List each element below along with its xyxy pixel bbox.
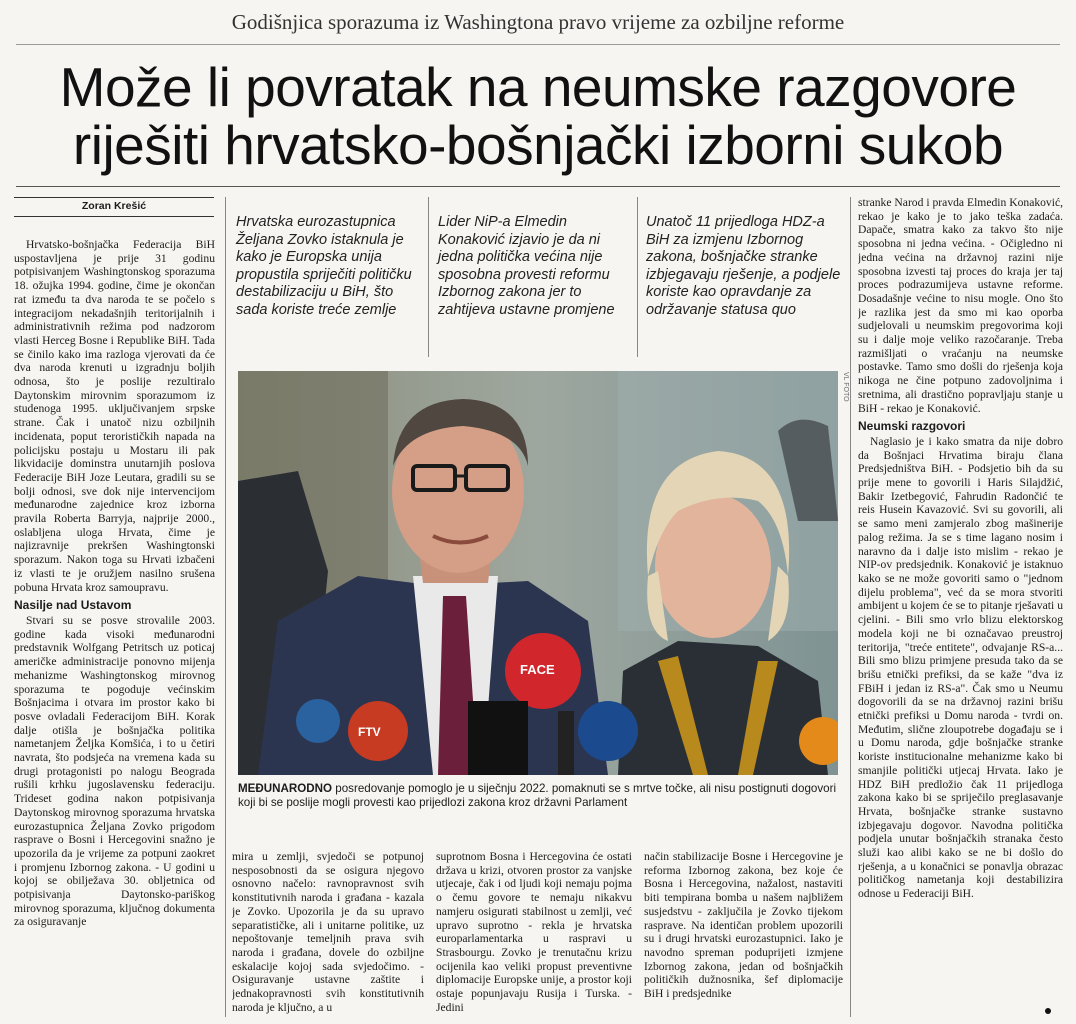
- pull-quote-konakovic: Lider NiP-a Elmedin Konaković izjavio je da ni jedna politička većina nije sposobna provesti reformu Izbornog zakona jer to zahtijeva ustavne promjene: [438, 214, 615, 318]
- column-separator-3: [637, 197, 638, 357]
- headline-line-1: Može li povratak na neumske razgovore: [59, 56, 1017, 118]
- kicker: Godišnjica sporazuma iz Washingtona pravo vrijeme za ozbiljne reforme: [231, 10, 845, 34]
- caption-text: posredovanje pomoglo je u siječnju 2022. pomaknuti se s mrtve točke, ali nisu postignuti dogovori koji bi se poslije mogli provesti kao prijedlozi zakona kroz državni Parlament: [238, 782, 837, 809]
- column-1-paragraph-2: Stvari su se posve strovalile 2003. godine kada visoki međunarodni predstavnik Wolfgang Petritsch uz poticaj američke administracije ponovno mijenja mehanizme Washingtonskog mirovnog sporazuma te pogoduje većinskim Bošnjacima i otvara im prostor kako bi posve ovladali Federacijom BiH. Korak dalje otišla je bošnjačka politika nametanjem Željka Komšića, i to u četiri navrata, što podsjeća na vremena kada su drugi protagonisti po nalogu Beograda rušili krhku jugoslavensku federaciju. Trideset godina nakon potpisivanja Daytonskog mirovnog sporazuma hrvatska eurozastupnica Željana Zovko prigodom rasprave o Bosni i Hercegovini snažno je upozorila da je vrijeme za potpuni zaokret i promjenu Izbornog zakona. - U godini u kojoj se obilježava 30. obljetnica od potpisivanja Daytonsko-pariškog mirovnog sporazuma, ključnog dokumenta za osiguravanje: [14, 613, 215, 929]
- column-4-bottom: način stabilizacije Bosne i Hercegovine je reforma Izbornog zakona, bez koje će Bosna i Hercegovina, nažalost, nastaviti biti tempirana bomba u našem najbližem susjedstvu - zaključila je Zovko tijekom rasprave. Na identičan problem upozorili su i drugi hrvatski eurozastupnici. Iako je navodno spreman poduprijeti izmjene Izbornog zakona, jedan od bošnjačkih političkih dužnosnika, šef diplomacije BiH i predsjednike: [644, 850, 843, 1001]
- author-byline: Zoran Krešić: [81, 200, 147, 212]
- column-1: [14, 238, 215, 1018]
- author-rule-bottom: [14, 216, 214, 217]
- column-5-paragraph-1: stranke Narod i pravda Elmedin Konaković, rekao je kako je to jako teška zadaća. Dapače, smatra kako za takvo što nije sposobna ni jedna većina. - Očigledno ni jedna većina na državnoj razini nije sposobna izvesti taj proces do kraja jer taj proces podrazumijeva ustavne reforme. Dosadašnje većine to nisu mogle. Ono što je razlika jest da smo mi kao oporba sudjelovali u neumskim pregovorima koji su i dalje moje veliko razočaranje. Treba razmišljati o vraćanju na neumske postavke. Tamo smo došli do rješenja koja nikoga ne čine potpuno zadovoljnima i sretnima, ali drastično popravljaju stanje u BiH - rekao je Konaković.: [858, 196, 1063, 415]
- pull-quote-zovko: Hrvatska eurozastupnica Željana Zovko istaknula je kako je Europska unija propustila spriječiti političku destabilizaciju u BiH, što sada koriste treće zemlje: [236, 214, 412, 318]
- column-separator-4: [850, 197, 851, 1017]
- column-separator-2: [428, 197, 429, 357]
- pull-quote-hdz: Unatoč 11 prijedloga HDZ-a BiH za izmjenu Izbornog zakona, bošnjačke stranke izbjegavaju rješenje, a podjele koriste kao opravdanje za održavanje statusa quo: [646, 214, 841, 318]
- author-rule-top: [14, 197, 214, 198]
- headline-rule: [16, 186, 1060, 187]
- headline-line-2: riješiti hrvatsko-bošnjački izborni sukob: [72, 114, 1004, 176]
- subheading-nasilje: Nasilje nad Ustavom: [14, 598, 132, 613]
- photo-credit: VL FOTO: [842, 372, 849, 402]
- end-mark: [1045, 1008, 1051, 1014]
- header-rule: [16, 44, 1060, 45]
- mic-label-1: FTV: [358, 725, 381, 739]
- column-3-bottom: suprotnom Bosna i Hercegovina će ostati država u krizi, otvoren prostor za vanjske utjecaje, čak i od ljudi koji nemaju pojma o čemu govore te nemaju nikakvu namjeru osigurati stabilnost u zemlji, već upravo suprotno - rekla je hrvatska europarlamentarka u raspravi u Strasbourgu. Zovko je trenutačnu krizu ocijenila kao veliki propust preventivne diplomacije Europske unije, a prostor koji ostaje popunjavaju Rusija i Turska. - Jedini: [436, 850, 632, 1014]
- photo-caption: [238, 782, 838, 810]
- column-2-bottom: mira u zemlji, svjedoči se potpunoj nesposobnosti da se osigura njegovo osnovno načelo: ravnopravnost svih konstitutivnih naroda i građana - kazala je Zovko. Upozorila je da su upravo separatističke, ali i unitarne politike, uz nepoštovanje temeljnih prava svih naroda i građana, dovele do ozbiljne eskalacije kojoj sada svjedočimo. - Osiguravanje ustavne zaštite i jednakopravnosti svih konstitutivnih naroda je ključno, a u: [232, 850, 424, 1014]
- column-separator-1: [225, 197, 226, 1017]
- column-1-paragraph-1: Hrvatsko-bošnjačka Federacija BiH uspostavljena je prije 31 godinu potpisivanjem Washingtonskog sporazuma 18. ožujka 1994. godine, čime je okončan rat između ta dva naroda te se počelo s integracijom nekadašnjih teritorijalnih i administrativnih režima pod nadzorom vlasti Herceg Bosne i Republike BiH. Tada se činilo kako ima razloga vjerovati da će dva naroda krenuti u izgradnju boljih odnosa, što je poslije rezultiralo Daytonskim mirovnim sporazumom iz studenoga 1995. uključivanjem srpske strane. Čak i unatoč nizu ozbiljnih incidenata, poput terorističkih napada na policijsku postaju u Mostaru ili pak likvidacije dominstra unutarnjih poslova Federacije BiH Joze Leutara, gradili su se bolji odnosi, sve dok nije intervencijom međunarodne zajednice kroz izborna pravila Roberta Barryja, najprije 2000., oslabljena uloga Hrvata, čime je najizravnije prekršen Washingtonski sporazum. Nakon toga su Hrvati izbačeni iz vlasti te je oružjem nasilno srušena pobuna Hrvata kroz samoupravu.: [14, 238, 215, 594]
- caption-lead: MEĐUNARODNO: [238, 782, 333, 795]
- subheading-neumski: Neumski razgovori: [858, 419, 966, 434]
- mic-label-2: FACE: [520, 662, 555, 677]
- column-5: [858, 196, 1063, 1006]
- column-5-paragraph-2: Naglasio je i kako smatra da nije dobro da Bošnjaci Hrvatima biraju člana Predsjedništva BiH. - Podsjetio bih da su prije mene to govorili i Haris Silajdžić, Bakir Izetbegović, Fahrudin Radončić te reis Husein Kavazović. Svi su govorili, ali se samo meni zamjeralo zbog mašinerije palog režima. Ja se s time lagano nosim i naravno da i dalje isto mislim - rekao je NIP-ov predsjednik. Konaković je istaknuo kako se ne može govoriti samo o "jednom dijelu problema", već da se mora stvoriti ambijent u kojem će se to pitanje rješavati u cjelini. - Bili smo vrlo blizu elektorskog modela koji ne bi označavao preustroj teritorija, "treće entitete", odvajanje RS-a... Bili smo blizu primjene presuda tako da se brišu etnički prefiksi, da se kaže "dva iz FBiH i jedan iz RS-a". Čak smo u Neumu dogovorili da se na državnoj razini brišu etnički prefiksi u Domu naroda - tvrdi on. Međutim, slične zloupotrebe događaju se i u Domu naroda, gdje bošnjačke stranke koriste institucionalne mehanizme kako bi smanjile politički utjecaj Hrvata. Iako je HDZ BiH predložio čak 11 prijedloga zakona kako bi se spriječilo preglasavanje Hrvata, bošnjačke stranke sustavno izbjegavaju dogovor. Navodna politička podjela unutar bošnjačkih stranaka često služi kao alibi kako se ne bi došlo do rješenja, a u konačnici se ponavlja obrazac političkog nametanja koji destabilizira odnose u Federaciji BiH.: [858, 434, 1063, 901]
- news-photo: [238, 371, 838, 775]
- headline: [0, 58, 1076, 174]
